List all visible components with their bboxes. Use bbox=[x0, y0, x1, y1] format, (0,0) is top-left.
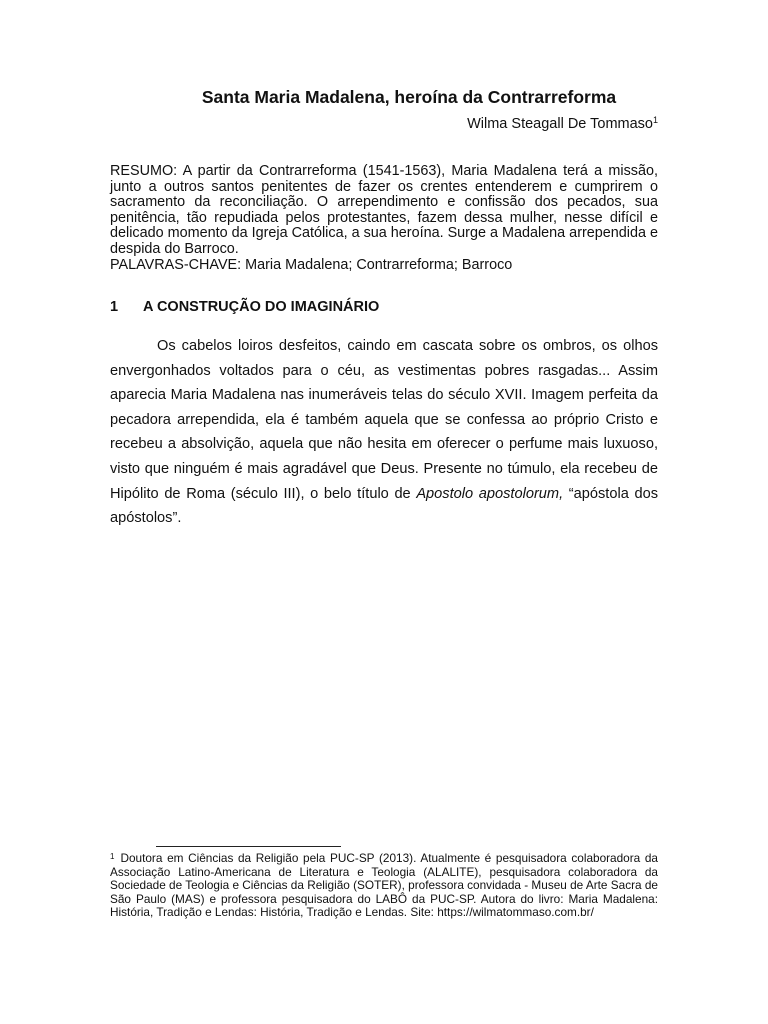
paragraph-text-start: Os cabelos loiros desfeitos, caindo em cascata sobre os ombros, os olhos envergonhados voltados para o céu, as vestimentas pobres rasgadas... Assim aparecia Maria Madalena nas inumeráveis telas do século XVII. Imagem perfeita da pecadora arrependida, ela é também aquela que se confessa ao próprio Cristo e recebeu a absolvição, aquela que não hesita em oferecer o perfume mais luxuoso, visto que ninguém é mais agradável que Deus. Presente no túmulo, ela recebeu de Hipólito de Roma (século III), o belo título de bbox=[110, 338, 658, 502]
author-footnote-mark[interactable]: 1 bbox=[652, 115, 658, 125]
keywords-text: PALAVRAS-CHAVE: Maria Madalena; Contrarreforma; Barroco bbox=[110, 256, 513, 273]
footnote-text: Doutora em Ciências da Religião pela PUC-SP (2013). Atualmente é pesquisadora colaboradora da Associação Latino-Americana de Literatura e Teologia (ALALITE), pesquisadora colaboradora da Sociedade de Teologia e Ciências da Religião (SOTER), professora convidada - Museu de Arte Sacra de São Paulo (MAS) e professora pesquisadora do LABÔ da PUC-SP. Autora do livro: Maria Madalena: História, Tradição e Lendas: História, Tradição e Lendas. Site: https://wilmatommaso.com.br/ bbox=[110, 851, 658, 920]
section-title: A CONSTRUÇÃO DO IMAGINÁRIO bbox=[143, 299, 380, 315]
paragraph-italic-term: Apostolo apostolorum, bbox=[416, 485, 564, 502]
body-paragraph bbox=[110, 334, 658, 531]
author-name: Wilma Steagall De Tommaso bbox=[467, 116, 653, 132]
footnote-mark: 1 bbox=[110, 852, 115, 861]
footnote bbox=[110, 852, 658, 920]
footnote-divider bbox=[156, 846, 341, 847]
document-title: Santa Maria Madalena, heroína da Contrarreforma bbox=[201, 87, 617, 107]
abstract-block bbox=[110, 164, 658, 273]
paragraph-text-end: “apóstola dos apóstolos”. bbox=[110, 485, 658, 527]
abstract-text: RESUMO: A partir da Contrarreforma (1541-1563), Maria Madalena terá a missão, junto a outros santos penitentes de fazer os crentes entenderem e cumprirem o sacramento da reconciliação. O arrependimento e confissão dos pecados, sua penitência, tão repudiada pelos protestantes, fazem dessa mulher, nesse difícil e delicado momento da Igreja Católica, a sua heroína. Surge a Madalena arrependida e despida do Barroco. bbox=[110, 163, 658, 257]
section-heading bbox=[110, 297, 658, 317]
section-number: 1 bbox=[110, 299, 119, 315]
author-line bbox=[110, 115, 658, 133]
